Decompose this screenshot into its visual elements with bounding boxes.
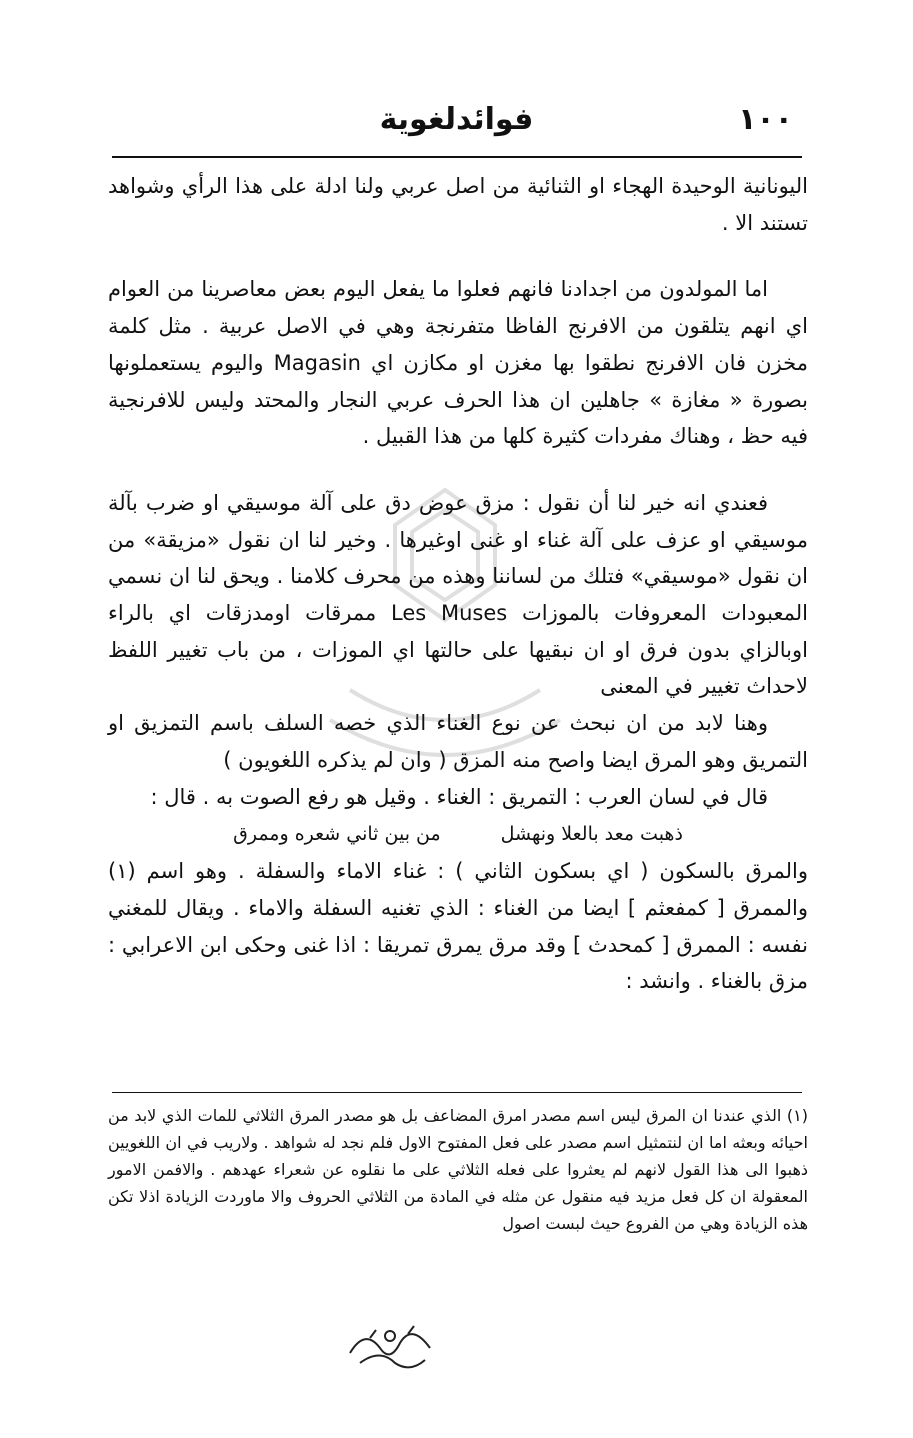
verse-first-hemistich: ذهبت معد بالعلا ونهشل (500, 823, 683, 846)
paragraph: اما المولدون من اجدادنا فانهم فعلوا ما يفعل اليوم بعض معاصرينا من العوام اي انهم يتلقون من الافرنج الفاظا متفرنجة وهي في الاصل عربية . مثل كلمة مخزن فان الافرنج نطقوا بها مغزن او مكازن اي Magasin واليوم يستعملونها بصورة « مغازة » جاهلين ان هذا الحرف عربي النجار والمحتد وليس للافرنجية فيه حظ ، وهناك مفردات كثيرة كلها من هذا القبيل . (108, 277, 808, 449)
verse-second-hemistich: من بين ثاني شعره وممرق (233, 823, 441, 846)
page-header (120, 102, 793, 144)
main-text (108, 168, 808, 1000)
page-number: ١٠٠ (738, 102, 793, 137)
poetry-verse (108, 815, 808, 853)
footnote-rule (112, 1092, 802, 1093)
paragraph: وهنا لابد من ان نبحث عن نوع الغناء الذي خصه السلف باسم التمزيق او التمريق وهو المرق ايضا واصح منه المزق ( وان لم يذكره اللغويون ) (108, 711, 808, 772)
footnotes (108, 1102, 808, 1237)
header-rule (112, 156, 802, 158)
paragraph: قال في لسان العرب : التمريق : الغناء . وقيل هو رفع الصوت به . قال : (150, 784, 768, 809)
paragraph: فعندي انه خير لنا أن نقول : مزق عوض دق على آلة موسيقي او ضرب بآلة موسيقي او عزف على آلة غناء او غنى اوغيرها . وخير لنا ان نقول «مزيقة» من ان نقول «موسيقي» فتلك من لساننا وهذه من محرف كلامنا . ويحق لنا ان نسمي المعبودات المعروفات بالموزات Les Muses ممرقات اومدزقات اي بالراء اوبالزاي بدون فرق او ان نبقيها على حالتها اي الموزات ، من باب تغيير اللفظ لاحداث تغيير في المعنى (108, 490, 808, 699)
paragraph: اليونانية الوحيدة الهجاء او الثنائية من اصل عربي ولنا ادلة على هذا الرأي وشواهد تستند الا . (108, 174, 808, 235)
running-title: فوائدلغوية (379, 102, 534, 137)
paragraph: والمرق بالسكون ( اي بسكون الثاني ) : غناء الاماء والسفلة . وهو اسم (١) والممرق [ كمفعثم ] ايضا من الغناء : الذي تغنيه السفلة والاماء . ويقال للمغني نفسه : الممرق [ كمحدث ] وقد مرق يمرق تمريقا : اذا غنى وحكى ابن الاعرابي : مزق بالغناء . وانشد : (108, 859, 808, 994)
ornament-icon (340, 1318, 440, 1373)
footnote: (١) الذي عندنا ان المرق ليس اسم مصدر امرق المضاعف بل هو مصدر المرق الثلاثي للمات الذي لابد من احيائه وبعثه اما ان لنتمثيل اسم مصدر على فعل المفتوح الاول فلم نجد له شواهد . ولاريب في ان اللغويين ذهبوا الى هذا القول لانهم لم يعثروا على فعله الثلاثي على ما نقلوه عن شعراء عهدهم . والافمن الامور المعقولة ان كل فعل مزيد فيه منقول عن مثله في المادة من الثلاثي الحروف والا ماوردت الزيادة اذلا تكن هذه الزيادة وهي من الفروع حيث لبست اصول (108, 1106, 808, 1233)
